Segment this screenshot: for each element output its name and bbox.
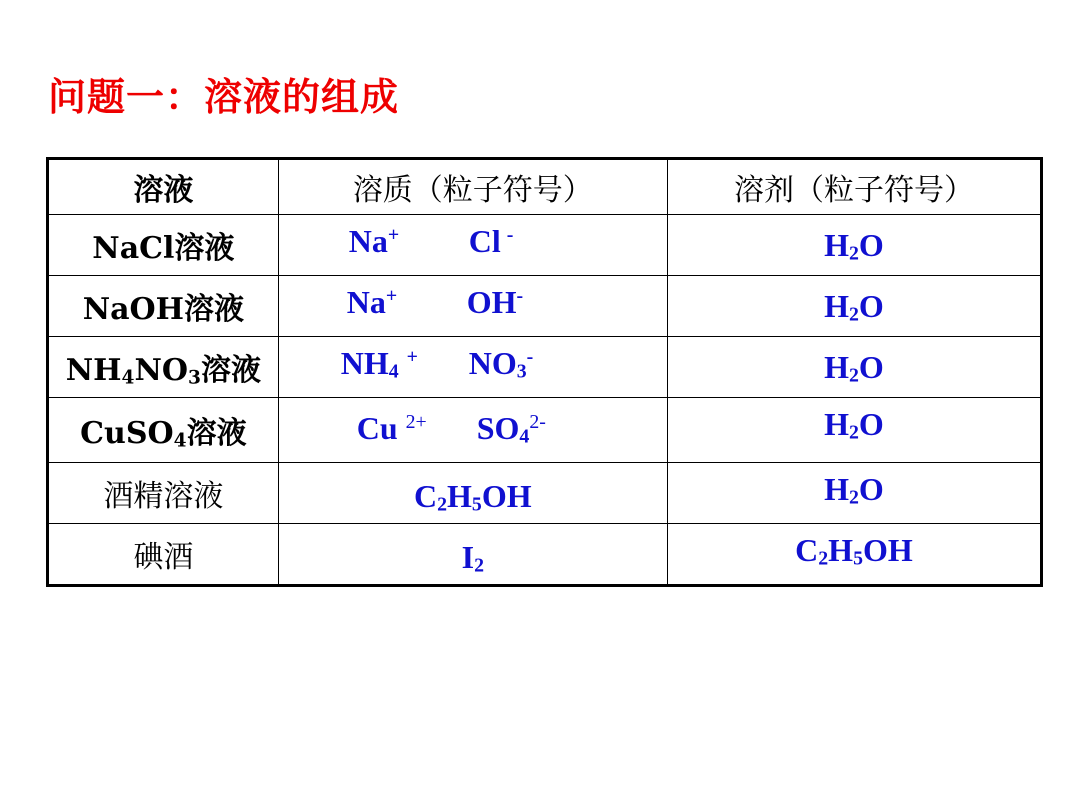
table-row — [48, 524, 1042, 586]
solute-cell — [278, 463, 667, 524]
solute-cell — [278, 524, 667, 586]
cation: Na+ — [346, 284, 398, 320]
solute-cell — [278, 215, 667, 276]
solution-cell: NaCl溶液 — [48, 215, 279, 276]
solvent-formula: $H_2O$ — [824, 406, 884, 444]
solute-cell — [278, 398, 667, 463]
cation: $NH_4^+$ — [340, 345, 418, 383]
solvent-cell — [667, 215, 1041, 276]
header-solvent: 溶剂（粒子符号） — [667, 159, 1041, 215]
solution-cell: $NH_4NO_3$溶液 — [48, 337, 279, 398]
table-row — [48, 276, 1042, 337]
table-header-row — [48, 159, 1042, 215]
solvent-cell — [667, 398, 1041, 463]
table-row — [48, 463, 1042, 524]
solution-cell: 碘酒 — [48, 524, 279, 586]
solvent-formula: $C_2H_5OH$ — [795, 532, 913, 570]
header-solute: 溶质（粒子符号） — [278, 159, 667, 215]
solution-cell: 酒精溶液 — [48, 463, 279, 524]
table-row — [48, 337, 1042, 398]
solute-formula: $I_2$ — [461, 538, 484, 577]
cation: Na+ — [348, 223, 400, 259]
anion: $SO_4^{2-}$ — [476, 410, 546, 448]
solvent-formula: $H_2O$ — [824, 288, 884, 326]
anion: Cl - — [468, 223, 514, 259]
table-row — [48, 398, 1042, 463]
solvent-cell — [667, 337, 1041, 398]
anion: $NO_3^-$ — [468, 345, 534, 383]
solvent-formula: $H_2O$ — [824, 227, 884, 265]
solvent-formula: $H_2O$ — [824, 471, 884, 509]
solvent-cell — [667, 463, 1041, 524]
table-row — [48, 215, 1042, 276]
solute-cell — [278, 276, 667, 337]
solute-formula: $C_2H_5OH$ — [414, 477, 532, 516]
solute-cell — [278, 337, 667, 398]
solvent-cell — [667, 524, 1041, 586]
anion: OH- — [466, 284, 524, 320]
solvent-cell — [667, 276, 1041, 337]
cation: Cu $^{2+}$ — [356, 410, 427, 446]
solvent-formula: $H_2O$ — [824, 349, 884, 387]
solution-cell: NaOH溶液 — [48, 276, 279, 337]
header-solution: 溶液 — [48, 159, 279, 215]
solution-cell: CuSO$_4$溶液 — [48, 398, 279, 463]
solution-composition-table — [46, 157, 1043, 587]
page-title: 问题一：溶液的组成 — [48, 75, 400, 119]
